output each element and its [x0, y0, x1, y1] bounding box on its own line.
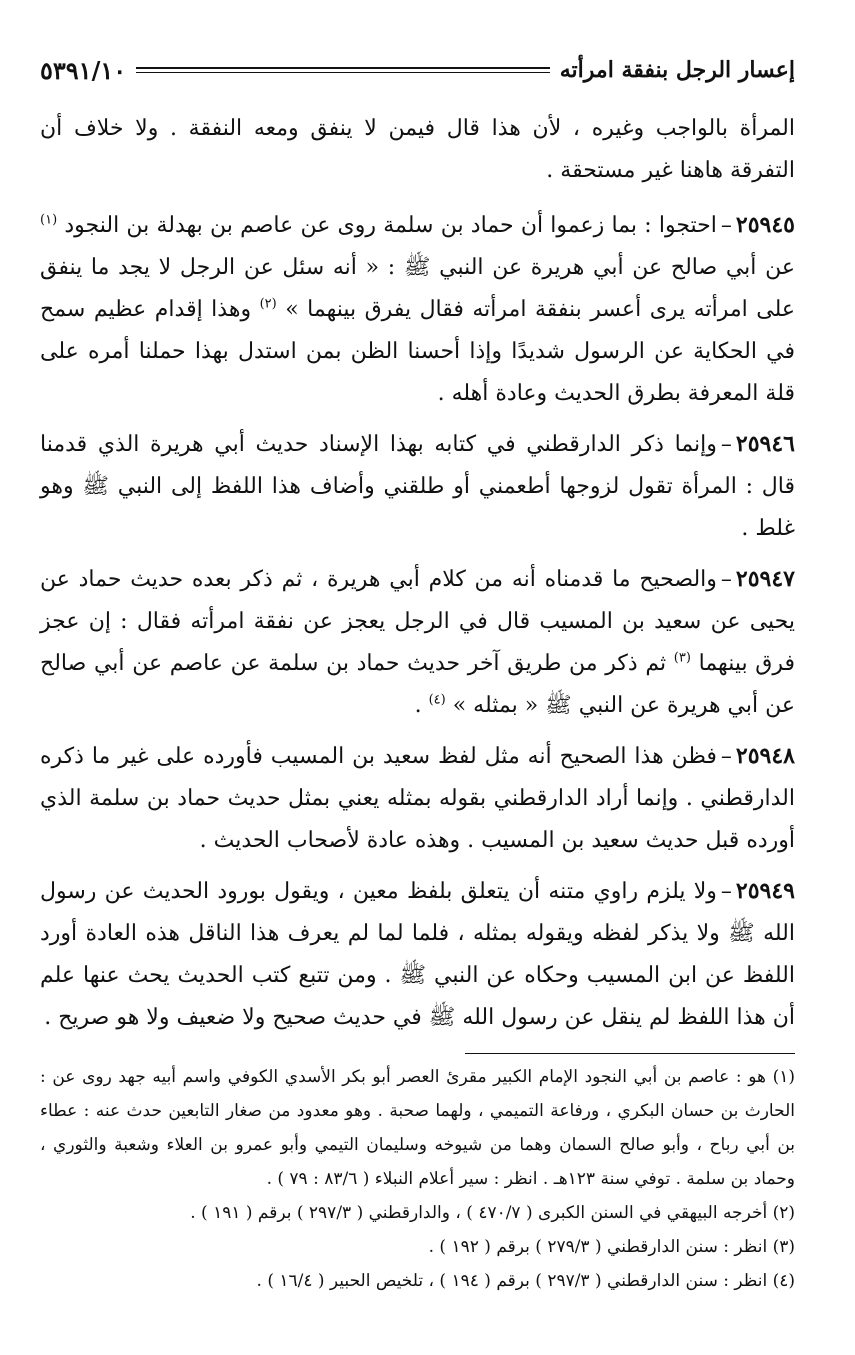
dash-separator: –	[720, 213, 732, 238]
header-rule	[136, 67, 550, 73]
paragraph-text: ولا يلزم راوي متنه أن يتعلق بلفظ معين ، ويقول بورود الحديث عن رسول الله ﷺ ولا يذكر لفظه ويقوله بمثله ، فلما لما لم يعرف هذا الناقل هذه العادة أورد اللفظ عن ابن المسيب وحكاه عن النبي ﷺ . ومن تتبع كتب الحديث يحث عنها علم أن هذا اللفظ لم ينقل عن رسول الله ﷺ في حديث صحيح ولا ضعيف ولا هو صريح .	[40, 879, 795, 1030]
paragraph-text: وهذا إقدام عظيم سمح في الحكاية عن الرسول شديدًا وإذا أحسنا الظن بمن استدل بهذا حملنا أمره على قلة المعرفة بطرق الحديث وعادة أهله .	[40, 297, 796, 406]
paragraph-text: فظن هذا الصحيح أنه مثل لفظ سعيد بن المسيب فأورده على غير ما ذكره الدارقطني . وإنما أراد الدارقطني بقوله بمثله يعني بمثل حديث حماد بن سلمة الذي أورده قبل حديث سعيد بن المسيب . وهذه عادة لأصحاب الحديث .	[40, 744, 795, 853]
paragraph-25948	[40, 735, 795, 862]
dash-separator: –	[720, 744, 732, 769]
paragraph-text: .	[414, 693, 422, 718]
footnote-4: (٤) انظر : سنن الدارقطني ( ٢٩٧/٣ ) برقم ( ١٩٤ ) ، تلخيص الحبير ( ١٦/٤ ) .	[256, 1271, 795, 1291]
paragraph-25945	[40, 204, 795, 415]
paragraph-25946	[40, 423, 795, 550]
paragraph-number: ٢٥٩٤٧	[735, 566, 795, 592]
footnote-1: (١) هو : عاصم بن أبي النجود الإمام الكبير مقرئ العصر أبو بكر الأسدي الكوفي واسم أبيه جهد روى عن : الحارث بن حسان البكري ، ورفاعة التميمي ، ولهما صحبة . وهو معدود من صغار التابعين حدث عنه : عطاء بن أبي رباح ، وأبو صالح السمان وهما من شيوخه وسليمان التيمي وأبو عمرو بن العلاء وشعبة والثوري ، وحماد بن سلمة . توفي سنة ١٢٣هـ . انظر : سير أعلام النبلاء ( ٨٣/٦ : ٧٩ ) .	[40, 1067, 795, 1189]
paragraph-text: والصحيح ما قدمناه أنه من كلام أبي هريرة ، ثم ذكر بعده حديث حماد عن يحيى عن سعيد بن المسيب قال في الرجل يعجز عن نفقة امرأته فقال : إن عجز فرق بينهما	[40, 567, 795, 676]
paragraph-number: ٢٥٩٤٨	[735, 743, 795, 769]
paragraph-25949	[40, 870, 795, 1039]
paragraph-text: ثم ذكر من طريق آخر حديث حماد بن سلمة عن عاصم عن أبي صالح عن أبي هريرة عن النبي ﷺ « بمثله »	[40, 651, 795, 718]
chapter-title: إعسار الرجل بنفقة امرأته	[559, 57, 795, 83]
paragraph-text: عن أبي صالح عن أبي هريرة عن النبي ﷺ : « أنه سئل عن الرجل لا يجد ما ينفق على امرأته يرى أعسر بنفقة امرأته فقال يفرق بينهما »	[40, 255, 796, 322]
intro-paragraph	[40, 108, 795, 192]
paragraph-number: ٢٥٩٤٩	[735, 878, 795, 904]
footnote-divider	[465, 1053, 795, 1054]
dash-separator: –	[720, 567, 732, 592]
paragraph-text: وإنما ذكر الدارقطني في كتابه بهذا الإسناد حديث أبي هريرة الذي قدمنا قال : المرأة تقول لزوجها أطعمني أو طلقني وأضاف هذا اللفظ إلى النبي ﷺ وهو غلط .	[40, 432, 795, 541]
paragraph-25947	[40, 558, 795, 727]
dash-separator: –	[720, 879, 732, 904]
page-number: ٥٣٩١/١٠	[40, 55, 127, 85]
footnote-ref: (١)	[40, 212, 58, 228]
paragraph-number: ٢٥٩٤٦	[735, 431, 795, 457]
footnote-ref: (٢)	[259, 296, 277, 312]
footnote-ref: (٣)	[673, 650, 691, 666]
dash-separator: –	[720, 432, 732, 457]
intro-text: المرأة بالواجب وغيره ، لأن هذا قال فيمن لا ينفق ومعه النفقة . ولا خلاف أن التفرقة هاهنا غير مستحقة .	[40, 116, 795, 183]
footnote-ref: (٤)	[428, 692, 446, 708]
paragraph-number: ٢٥٩٤٥	[735, 212, 795, 238]
book-page	[40, 50, 795, 1310]
paragraph-text: احتجوا : بما زعموا أن حماد بن سلمة روى عن عاصم بن بهدلة بن النجود	[64, 213, 717, 238]
footnote-3: (٣) انظر : سنن الدارقطني ( ٢٧٩/٣ ) برقم ( ١٩٢ ) .	[428, 1237, 795, 1257]
running-header	[40, 50, 795, 90]
main-text	[40, 108, 795, 1039]
footnotes-section	[40, 1060, 795, 1298]
footnote-2: (٢) أخرجه البيهقي في السنن الكبرى ( ٤٧٠/٧ ) ، والدارقطني ( ٢٩٧/٣ ) برقم ( ١٩١ ) .	[190, 1203, 795, 1223]
